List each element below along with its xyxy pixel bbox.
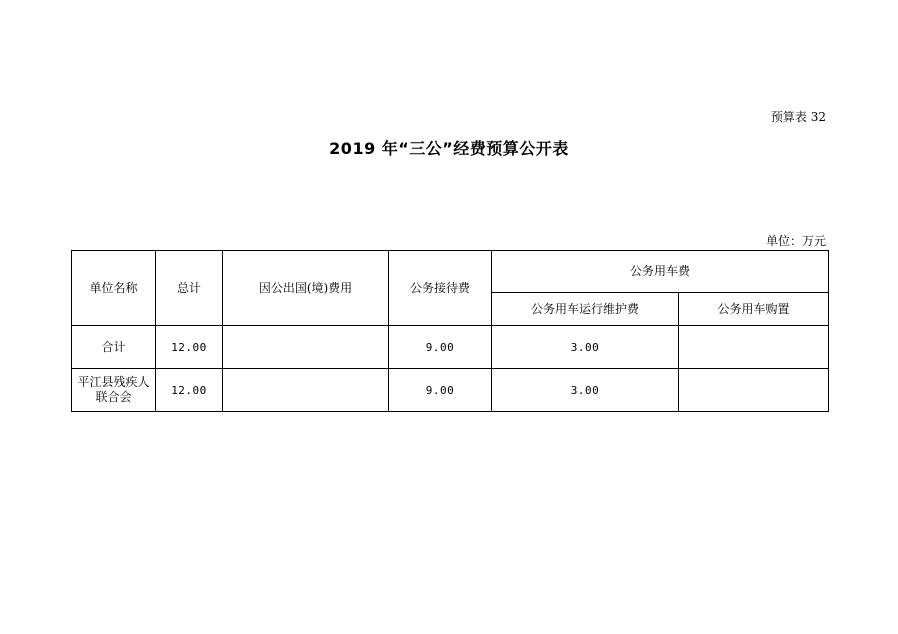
header-total: 总计	[156, 251, 223, 326]
cell-reception: 9.00	[389, 369, 492, 412]
header-vehicle-maintenance: 公务用车运行维护费	[492, 293, 679, 326]
cell-vehicle-purchase	[679, 369, 829, 412]
header-vehicle-group: 公务用车费	[492, 251, 829, 293]
cell-unit-name: 合计	[72, 326, 156, 369]
cell-total: 12.00	[156, 369, 223, 412]
table-row-unit	[72, 369, 829, 412]
cell-total: 12.00	[156, 326, 223, 369]
cell-overseas	[223, 369, 389, 412]
cell-vehicle-purchase	[679, 326, 829, 369]
cell-unit-name: 平江县残疾人联合会	[72, 369, 156, 412]
cell-vehicle-maintenance: 3.00	[492, 369, 679, 412]
cell-overseas	[223, 326, 389, 369]
page-title: 2019 年“三公”经费预算公开表	[329, 139, 569, 158]
cell-vehicle-maintenance: 3.00	[492, 326, 679, 369]
form-number: 预算表 32	[770, 110, 826, 124]
header-overseas: 因公出国(境)费用	[223, 251, 389, 326]
unit-label: 单位：万元	[765, 234, 826, 248]
table-row-total	[72, 326, 829, 369]
cell-reception: 9.00	[389, 326, 492, 369]
budget-table	[71, 250, 829, 412]
header-vehicle-purchase: 公务用车购置	[679, 293, 829, 326]
table-header-row	[72, 251, 829, 293]
header-reception: 公务接待费	[389, 251, 492, 326]
header-unit-name: 单位名称	[72, 251, 156, 326]
